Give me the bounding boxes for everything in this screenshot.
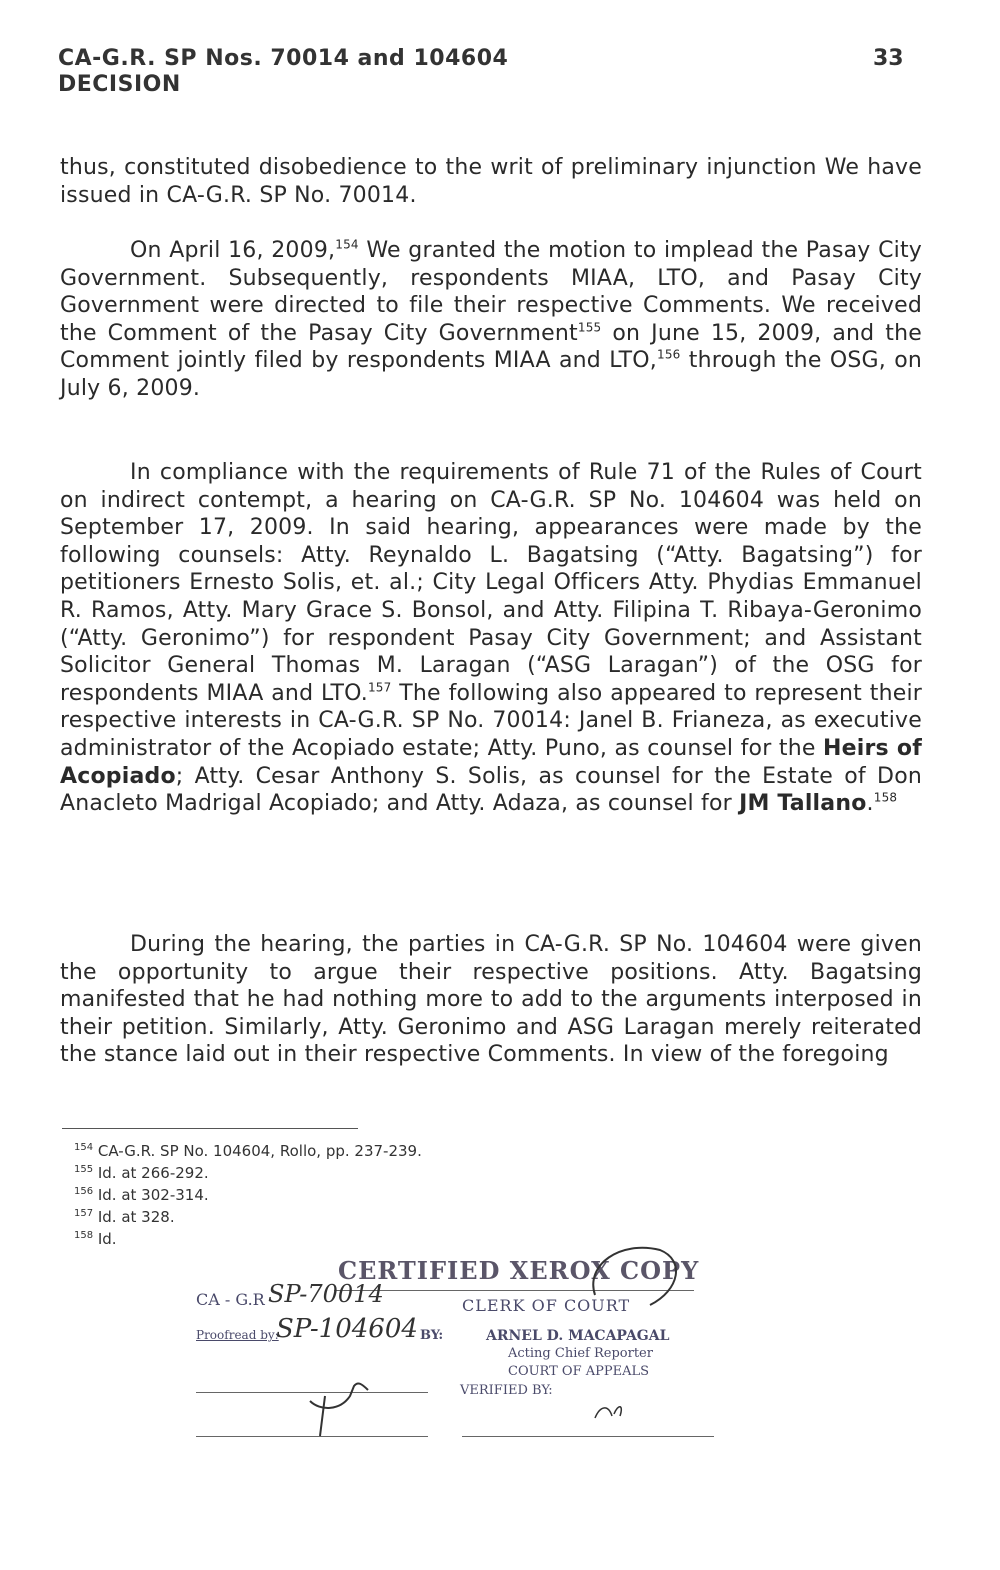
party-name-bold: Heirs of Acopiado [60, 735, 922, 789]
stamp-clerk-of-court: CLERK OF COURT [462, 1296, 631, 1315]
paragraph-text: . [866, 791, 874, 817]
footnote: $^{157}$ Id. at 328. [74, 1208, 175, 1226]
stamp-court-name: COURT OF APPEALS [508, 1364, 650, 1379]
stamp-title: CERTIFIED XEROX COPY [338, 1256, 700, 1285]
footnote: $^{156}$ Id. at 302-314. [74, 1186, 209, 1204]
initials-mark [590, 1396, 630, 1426]
handwritten-case-number: SP-70014 [268, 1280, 384, 1308]
footnote: $^{154}$ CA-G.R. SP No. 104604, Rollo, pp. 237-239. [74, 1142, 422, 1160]
footnote-ref: 155 [577, 320, 602, 335]
paragraph-implead-motion [60, 237, 922, 403]
page-number: 33 [873, 46, 904, 71]
paragraph-continuation [60, 154, 922, 209]
paragraph-text: During the hearing, the parties in CA-G.R. SP No. 104604 were given the opportunity to argue their respective positions. Atty. Bagatsing manifested that he had nothing more to add to the arguments interposed in their petition. Similarly, Atty. Geronimo and ASG Laragan merely reiterated the stance laid out in their respective Comments. In view of the foregoing [60, 932, 922, 1068]
paragraph-text: The following also appeared to represent their respective interests in CA-G.R. SP No. 70014: Janel B. Frianeza, as executive administrator of the Acopiado estate; Atty. Puno, as counsel for the [60, 680, 923, 761]
footnote-ref: 154 [335, 237, 359, 252]
footnote: $^{155}$ Id. at 266-292. [74, 1164, 209, 1182]
page-header [58, 46, 508, 98]
footnote: $^{158}$ Id. [74, 1230, 117, 1248]
paragraph-text: ; Atty. Cesar Anthony S. Solis, as counsel for the Estate of Don Anacleto Madrigal Acopiado; and Atty. Adaza, as counsel for [60, 763, 922, 817]
stamp-officer-name: ARNEL D. MACAPAGAL [486, 1328, 670, 1344]
paragraph-text: thus, constituted disobedience to the writ of preliminary injunction We have issued in CA-G.R. SP No. 70014. [60, 155, 922, 208]
stamp-by-label: BY: [420, 1328, 444, 1343]
footnote-divider [62, 1128, 358, 1129]
document-type: DECISION [58, 72, 181, 97]
handwritten-case-number: SP-104604 [276, 1314, 418, 1344]
footnote-ref: 157 [367, 680, 392, 695]
paragraph-text: through the OSG, on July 6, 2009. [60, 348, 922, 401]
case-number-line: CA-G.R. SP Nos. 70014 and 104604 [58, 46, 509, 71]
paragraph-text: on June 15, 2009, and the Comment jointly filed by respondents MIAA and LTO, [60, 320, 922, 374]
paragraph-hearing [60, 459, 922, 818]
paragraph-text: We granted the motion to implead the Pasay City Government. Subsequently, respondents MIAA, LTO, and Pasay City Government were directed to file their respective Comments. We received the Comment of the Pasay City Government [60, 238, 923, 346]
party-name-bold: JM Tallano [739, 791, 867, 817]
footnote-ref: 158 [873, 790, 898, 805]
stamp-ca-gr-label: CA - G.R [196, 1290, 265, 1309]
signature-line [462, 1436, 714, 1437]
signature-mark [290, 1356, 420, 1446]
handwritten-circle-mark [580, 1235, 690, 1315]
stamp-verified-label: VERIFIED BY: [460, 1383, 553, 1398]
footnote-ref: 156 [657, 348, 681, 363]
footnotes [74, 1140, 422, 1250]
paragraph-arguments [60, 931, 922, 1069]
stamp-officer-position: Acting Chief Reporter [508, 1346, 653, 1361]
stamp-proofread-label: Proofread by: [196, 1328, 279, 1342]
paragraph-text: In compliance with the requirements of Rule 71 of the Rules of Court on indirect contempt, a hearing on CA-G.R. SP No. 104604 was held on September 17, 2009. In said hearing, appearances were made by the following counsels: Atty. Reynaldo L. Bagatsing (“Atty. Bagatsing”) for petitioners Ernesto Solis, et. al.; City Legal Officers Atty. Phydias Emmanuel R. Ramos, Atty. Mary Grace S. Bonsol, and Atty. Filipina T. Ribaya-Geronimo (“Atty. Geronimo”) for respondent Pasay City Government; and Assistant Solicitor General Thomas M. Laragan (“ASG Laragan”) of the OSG for respondents MIAA and LTO. [60, 460, 922, 706]
paragraph-text: On April 16, 2009, [130, 238, 336, 263]
